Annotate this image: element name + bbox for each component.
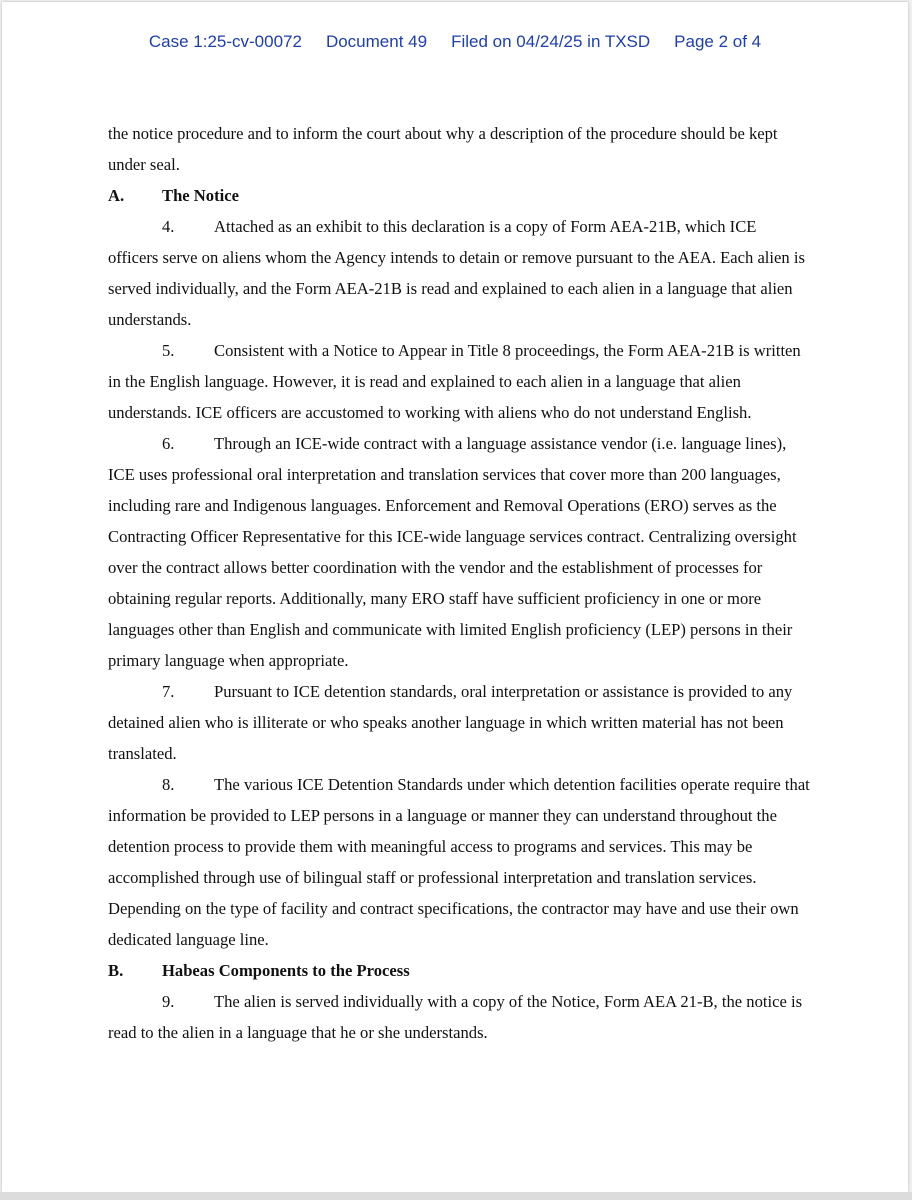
page-number: Page 2 of 4 (674, 32, 762, 51)
paragraph-6: 6. Through an ICE-wide contract with a language assistance vendor (i.e. language lines), ICE uses professional oral interpretation and translation services that cover more than 200 languages, including rare and Indigenous languages. Enforcement and Removal Operations (ERO) serves as the Contracting Officer Representative for this ICE-wide language services contract. Centralizing oversight over the contract allows better coordination with the vendor and the establishment of processes for obtaining regular reports. Additionally, many ERO staff have sufficient proficiency in one or more languages other than English and communicate with limited English proficiency (LEP) persons in their primary language when appropriate. (108, 434, 797, 670)
page-bottom-edge (0, 1192, 912, 1200)
case-number: Case 1:25-cv-00072 (148, 32, 302, 51)
paragraph-5: 5. Consistent with a Notice to Appear in Title 8 proceedings, the Form AEA-21B is written in the English language. However, it is read and explained to each alien in a language that alien understands. ICE officers are accustomed to working with aliens who do not understand English. (108, 341, 801, 422)
section-heading-b: B. Habeas Components to the Process (108, 961, 410, 980)
document-page (2, 2, 908, 1192)
intro-paragraph: the notice procedure and to inform the court about why a description of the procedure should be kept under seal. (108, 124, 778, 174)
section-heading-a: A. The Notice (108, 186, 239, 205)
paragraph-7: 7. Pursuant to ICE detention standards, oral interpretation or assistance is provided to any detained alien who is illiterate or who speaks another language in which written material has not been translated. (108, 682, 793, 763)
paragraph-4: 4. Attached as an exhibit to this declaration is a copy of Form AEA-21B, which ICE officers serve on aliens whom the Agency intends to detain or remove pursuant to the AEA. Each alien is served individually, and the Form AEA-21B is read and explained to each alien in a language that alien understands. (108, 217, 805, 329)
paragraph-9: 9. The alien is served individually with a copy of the Notice, Form AEA 21-B, the notice is read to the alien in a language that he or she understands. (108, 992, 803, 1042)
ecf-header (2, 32, 908, 52)
document-number: Document 49 (325, 32, 428, 51)
paragraph-8: 8. The various ICE Detention Standards under which detention facilities operate require that information be provided to LEP persons in a language or manner they can understand throughout the detention process to provide them with meaningful access to programs and services. This may be accomplished through use of bilingual staff or professional interpretation and translation services. Depending on the type of facility and contract specifications, the contractor may have and use their own dedicated language line. (108, 775, 810, 949)
document-body (108, 118, 810, 1048)
filed-date: Filed on 04/24/25 in TXSD (451, 32, 651, 51)
